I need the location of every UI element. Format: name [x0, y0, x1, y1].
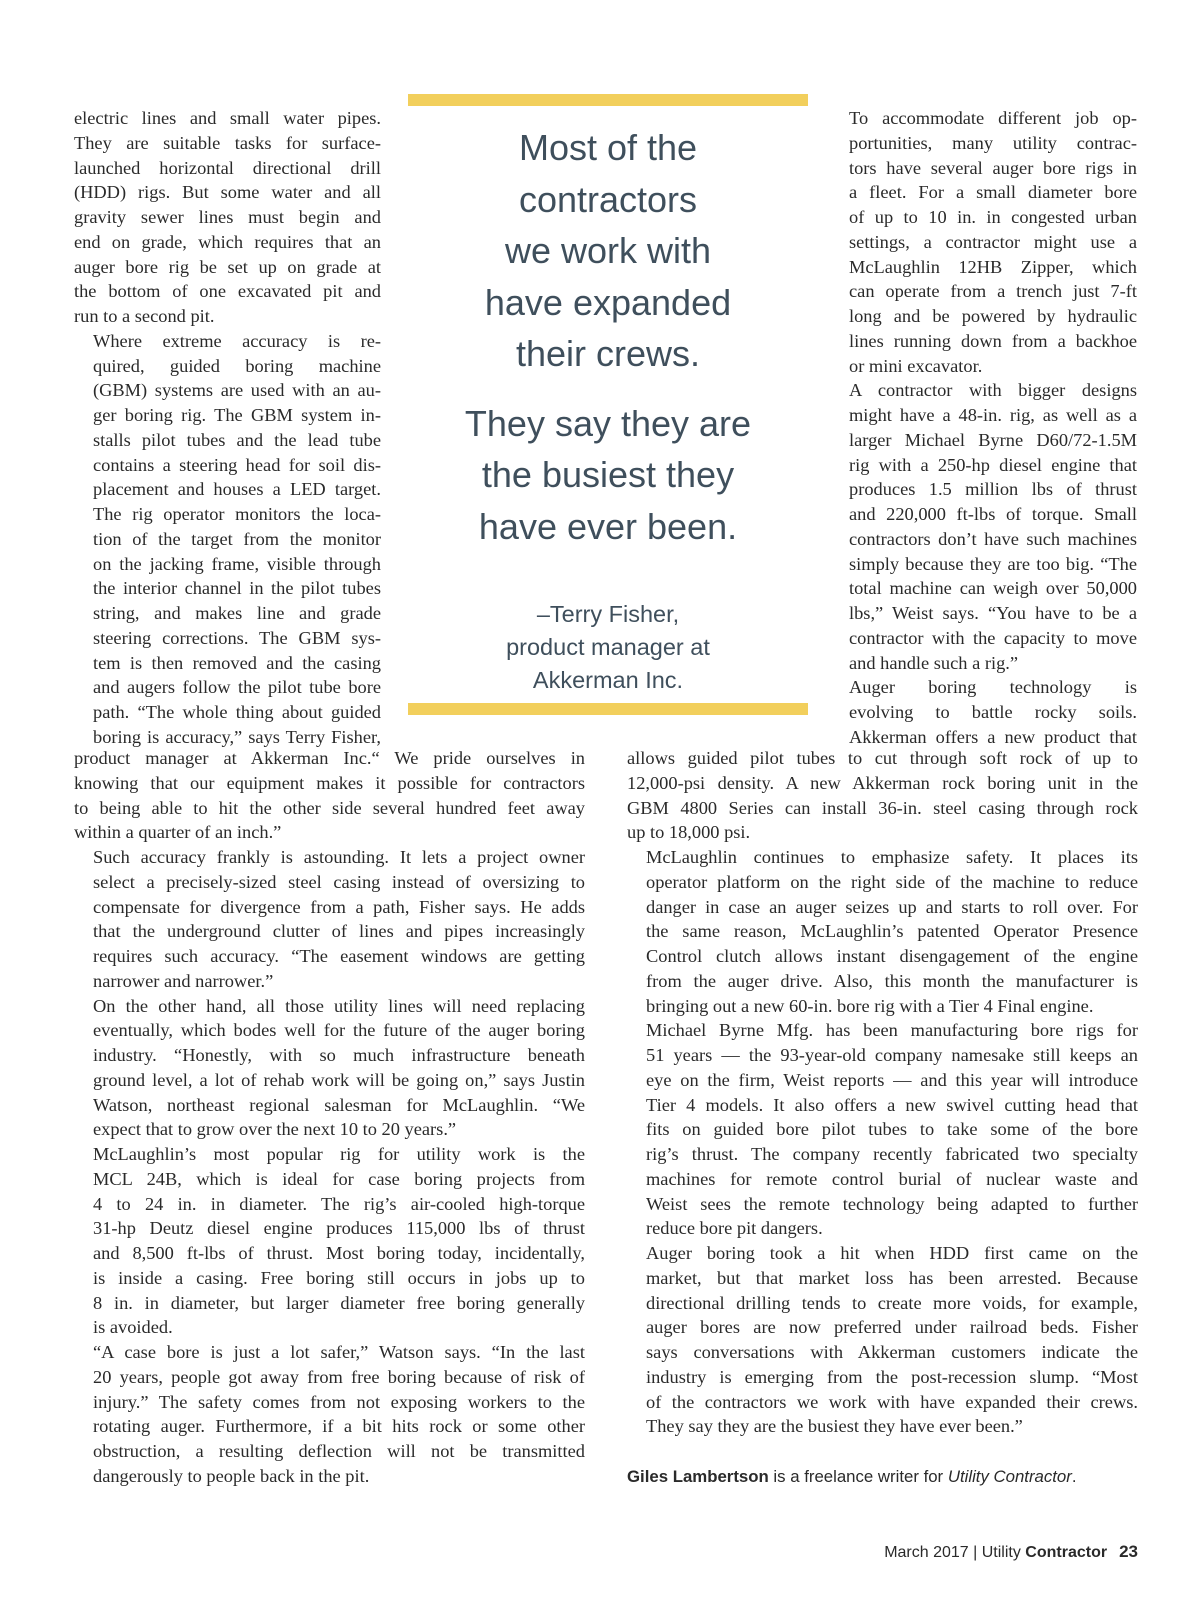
- pull-quote-top-bar: [408, 94, 808, 106]
- left-column-top: [74, 106, 381, 750]
- paragraph: McLaughlin’s most popular rig for utility work is the MCL 24B, which is ideal for case boring projects from 4 to 24 in. in diameter. The rig’s air-cooled high-torque 31-hp Deutz diesel engine produces 115,000 lbs of thrust and 8,500 ft-lbs of thrust. Most boring today, incidentally, is inside a casing. Free boring still occurs in jobs up to 8 in. in diameter, but larger diameter free boring generally is avoided.: [93, 1144, 585, 1338]
- paragraph: Auger boring technology is evolving to battle rocky soils. Akkerman offers a new product that: [849, 677, 1137, 747]
- author-name: Giles Lambertson: [627, 1467, 769, 1486]
- paragraph: A contractor with bigger designs might have a 48-in. rig, as well as a larger Michael Byrne D60/72-1.5M rig with a 250-hp diesel engine that produces 1.5 million lbs of thrust and 220,000 ft-lbs of torque. Small contractors don’t have such machines simply because they are too big. “The total machine can weigh over 50,000 lbs,” Weist says. “You have to be a contractor with the capacity to move and handle such a rig.”: [849, 380, 1137, 673]
- paragraph: Michael Byrne Mfg. has been manufacturing bore rigs for 51 years — the 93-year-old company namesake still keeps an eye on the firm, Weist reports — and this year will introduce Tier 4 models. It also offers a new swivel cutting head that fits on guided bore pilot tubes to take some of the bore rig’s thrust. The company recently fabricated two specialty machines for remote control burial of nuclear waste and Weist sees the remote technology being adapted to further reduce bore pit dangers.: [646, 1020, 1138, 1239]
- pull-quote-text: Most of the contractors we work with have expanded their crews. They say they are the busiest they have ever been.: [464, 127, 752, 547]
- author-byline: Giles Lambertson is a freelance writer for Utility Contractor.: [627, 1467, 1077, 1486]
- paragraph: Where extreme accuracy is re- quired, guided boring machine (GBM) systems are used with an au- ger boring rig. The GBM system in- stalls pilot tubes and the lead tube contains a steering head for soil dis- placement and houses a LED target. The rig operator monitors the loca- tion of the target from the monitor on the jacking frame, visible through the interior channel in the pilot tubes string, and makes line and grade steering corrections. The GBM sys- tem is then removed and the casing and augers follow the pilot tube bore path. “The whole thing about guided boring is accuracy,” says Terry Fisher,: [93, 330, 381, 747]
- paragraph: allows guided pilot tubes to cut through soft rock of up to 12,000-psi density. A new Akkerman rock boring unit in the GBM 4800 Series can install 36-in. steel casing through rock up to 18,000 psi.: [627, 748, 1138, 843]
- page-footer: March 2017 | Utility Contractor 23: [884, 1542, 1138, 1561]
- right-column-top: [830, 106, 1137, 750]
- paragraph: “A case bore is just a lot safer,” Watson says. “In the last 20 years, people got away from free boring because of risk of injury.” The safety comes from not exposing workers to the rotating auger. Furthermore, if a bit hits rock or some other obstruction, a resulting deflection will not be transmitted dangerously to people back in the pit.: [93, 1342, 585, 1486]
- page-number: 23: [1119, 1542, 1138, 1561]
- left-column-bottom: [74, 746, 585, 1489]
- paragraph: product manager at Akkerman Inc.“ We pride ourselves in knowing that our equipment makes it possible for contractors to being able to hit the other side several hundred feet away within a quarter of an inch.”: [74, 748, 585, 843]
- paragraph: To accommodate different job op- portunities, many utility contrac- tors have several auger bore rigs in a fleet. For a small diameter bore of up to 10 in. in congested urban settings, a contractor might use a McLaughlin 12HB Zipper, which can operate from a trench just 7-ft long and be powered by hydraulic lines running down from a backhoe or mini excavator.: [849, 108, 1137, 376]
- publication-name: Utility Contractor: [947, 1467, 1072, 1486]
- magazine-name: Utility Contractor: [981, 1544, 1108, 1561]
- issue-date: March 2017: [884, 1544, 969, 1561]
- paragraph: Auger boring took a hit when HDD first came on the market, but that market loss has been arrested. Because directional drilling tends to create more voids, for example, auger bores are now preferred under railroad beds. Fisher says conversations with Akkerman customers indicate the industry is emerging from the post-recession slump. “Most of the contractors we work with have expanded their crews. They say they are the busiest they have ever been.”: [646, 1243, 1138, 1437]
- right-column-bottom: [627, 746, 1138, 1439]
- pull-quote: [408, 122, 808, 697]
- paragraph: McLaughlin continues to emphasize safety. It places its operator platform on the right side of the machine to reduce danger in case an auger seizes up and starts to roll over. For the same reason, McLaughlin’s patented Operator Presence Control clutch allows instant disengagement of the engine from the auger drive. Also, this month the manufacturer is bringing out a new 60-in. bore rig with a Tier 4 Final engine.: [646, 847, 1138, 1016]
- paragraph: Such accuracy frankly is astounding. It lets a project owner select a precisely-sized steel casing instead of oversizing to compensate for divergence from a path, Fisher says. He adds that the underground clutter of lines and pipes increasingly requires such accuracy. “The easement windows are getting narrower and narrower.”: [93, 847, 585, 991]
- pull-quote-attribution: –Terry Fisher, product manager at Akkerman Inc.: [506, 601, 710, 693]
- paragraph: electric lines and small water pipes. They are suitable tasks for surface- launched horizontal directional drill (HDD) rigs. But some water and all gravity sewer lines must begin and end on grade, which requires that an auger bore rig be set up on grade at the bottom of one excavated pit and run to a second pit.: [74, 108, 381, 326]
- paragraph: On the other hand, all those utility lines will need replacing eventually, which bodes well for the future of the auger boring industry. “Honestly, with so much infrastructure beneath ground level, a lot of rehab work will be going on,” says Justin Watson, northeast regional salesman for McLaughlin. “We expect that to grow over the next 10 to 20 years.”: [93, 995, 585, 1140]
- pull-quote-bottom-bar: [408, 703, 808, 715]
